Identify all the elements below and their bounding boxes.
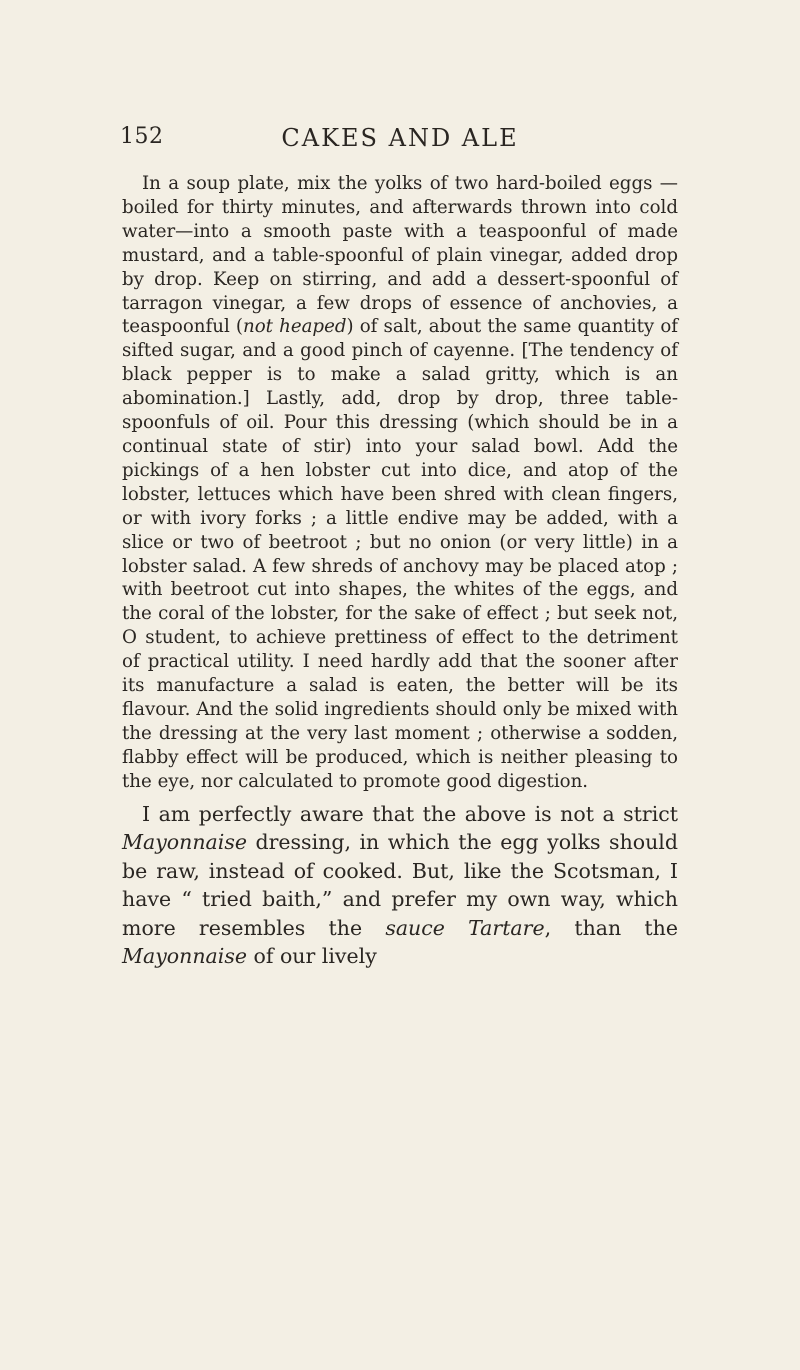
running-head: CAKES AND ALE xyxy=(281,124,519,152)
paragraph-mayonnaise xyxy=(122,800,678,971)
italic-text: sauce Tartare xyxy=(385,915,545,940)
page-header xyxy=(120,124,680,154)
paragraph-salad-dressing xyxy=(122,172,678,794)
italic-text: Mayonnaise xyxy=(122,830,247,855)
paragraph-text: I am perfectly aware that the above is not a strict xyxy=(142,801,678,826)
body-text xyxy=(122,172,678,971)
paragraph-text: of our lively xyxy=(246,944,377,969)
paragraph-text: , than the xyxy=(544,915,678,940)
italic-text: not heaped xyxy=(243,316,347,338)
paragraph-text: ) of salt, about the same quantity of sifted sugar, and a good pinch of cayenne. [The tendency of black pepper is to make a salad gritty, which is an abomination.] Lastly, add, drop by drop, three table-spoonfuls of oil. Pour this dressing (which should be in a continual state of stir) into your salad bowl. Add the pickings of a hen lobster cut into dice, and atop of the lobster, lettuces which have been shred with clean fingers, or with ivory forks ; a little endive may be added, with a slice or two of beetroot ; but no onion (or very little) in a lobster salad. A few shreds of anchovy may be placed atop ; with beetroot cut into shapes, the whites of the eggs, and the coral of the lobster, for the sake of effect ; but seek not, O student, to achieve prettiness of effect to the detriment of practical utility. I need hardly add that the sooner after its manufacture a salad is eaten, the better will be its flavour. And the solid ingredients should only be mixed with the dressing at the very last moment ; otherwise a sodden, flabby effect will be produced, which is neither pleasing to the eye, nor calculated to promote good digestion. xyxy=(122,316,679,792)
page-number: 152 xyxy=(120,124,164,149)
paragraph-text: dressing, in which the egg yolks should be raw, instead of cooked. But, like the Scotsman, I have “ tried baith,” and prefer my own way, which more resembles the xyxy=(122,830,678,940)
italic-text: Mayonnaise xyxy=(122,944,247,969)
paragraph-text: In a soup plate, mix the yolks of two hard-boiled eggs — boiled for thirty minutes, and afterwards thrown into cold water—into a smooth paste with a teaspoonful of made mustard, and a table-spoonful of plain vinegar, added drop by drop. Keep on stirring, and add a dessert-spoonful of tarragon vinegar, a few drops of essence of anchovies, a teaspoonful ( xyxy=(122,173,678,338)
